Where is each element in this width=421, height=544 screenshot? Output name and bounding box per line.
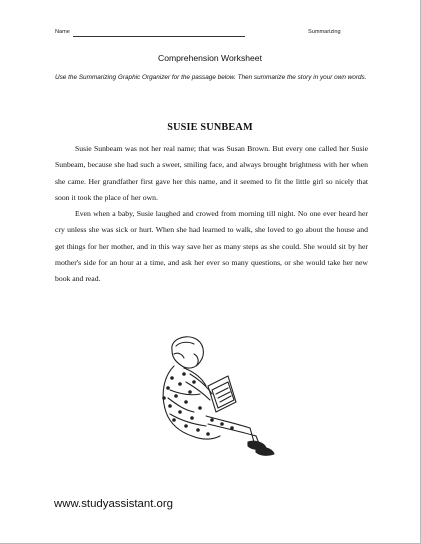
story-body [55,141,368,288]
story-paragraph: Even when a baby, Susie laughed and crowed from morning till night. No one ever heard her cry unless she was sick or hurt. When she had learned to walk, she loved to go about the house and get things for her mother, and in this way save her as many steps as she could. She would sit by her mother's side for an hour at a time, and ask her ever so many questions, or she would take her new book and read. [55,209,368,284]
worksheet-title: Comprehension Worksheet [158,53,262,63]
instructions-text: Use the Summarizing Graphic Organizer for the passage below. Then summarize the story in your own words. [55,74,367,81]
name-blank-line [73,36,245,37]
name-label: Name [55,29,70,35]
website-footer: www.studyassistant.org [54,498,174,510]
story-title: SUSIE SUNBEAM [167,122,253,133]
story-paragraph: Susie Sunbeam was not her real name; that was Susan Brown. But every one called her Susie Sunbeam, because she had such a sweet, smiling face, and always brought brightness with her when she came. Her grandfather first gave her this name, and it seemed to fit the little girl so nicely that soon it took the place of her own. [55,144,368,202]
subject-label: Summarizing [308,29,341,35]
girl-reading-illustration [150,332,290,462]
